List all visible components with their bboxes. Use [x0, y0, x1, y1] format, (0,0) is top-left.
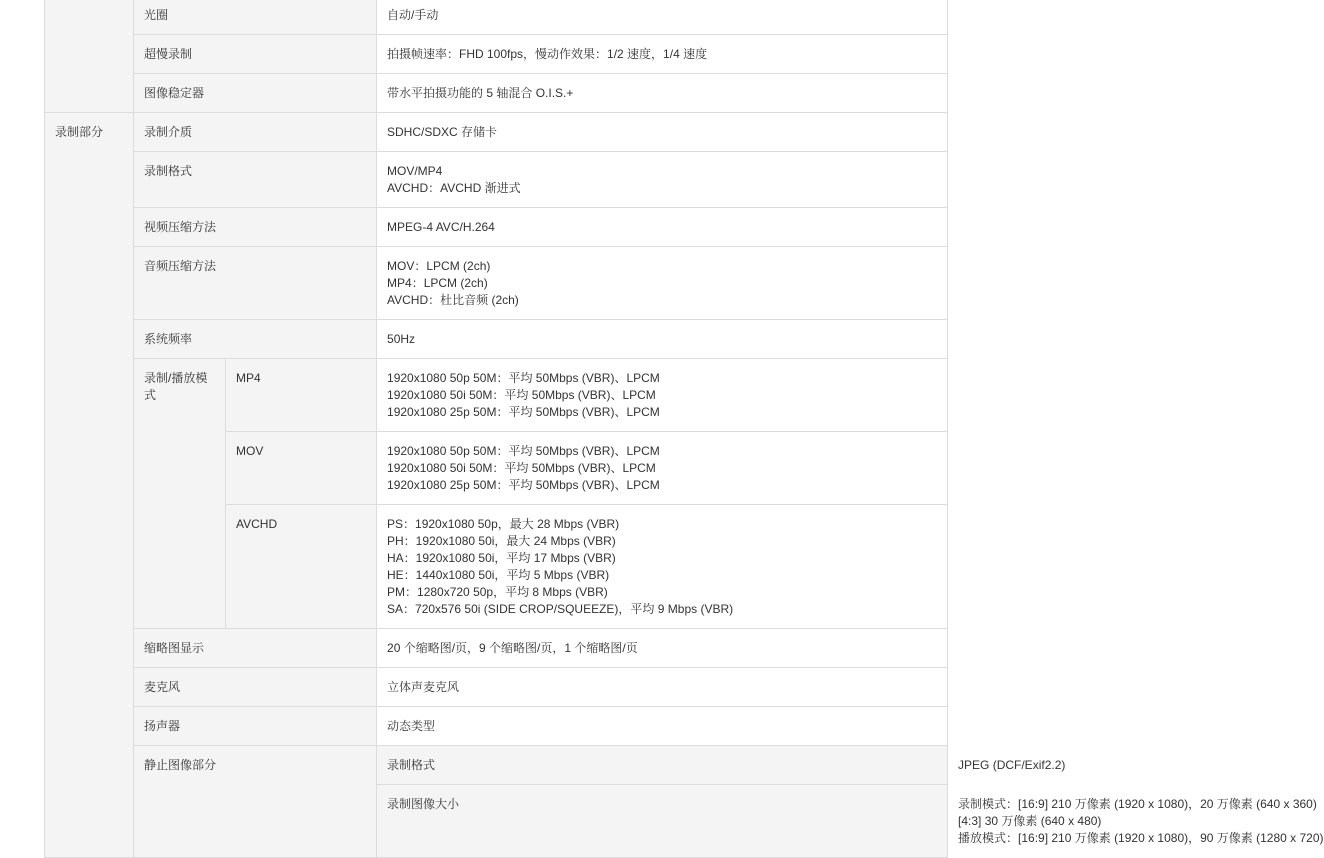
spec-row: [45, 113, 948, 152]
spec-label: 超慢录制: [134, 35, 377, 74]
spec-value: [377, 505, 948, 629]
spec-value: [377, 247, 948, 320]
spec-value: [377, 359, 948, 432]
spec-row: [45, 35, 948, 74]
previous-group-cell: [45, 0, 134, 113]
spec-label: 图像稳定器: [134, 74, 377, 113]
section-title-still: 静止图像部分: [134, 746, 377, 858]
value-line: 动态类型: [387, 719, 436, 733]
mode-name: MOV: [226, 432, 377, 505]
spec-row: [45, 320, 948, 359]
spec-label: 音频压缩方法: [134, 247, 377, 320]
value-line: SDHC/SDXC 存储卡: [387, 125, 498, 139]
value-line: HE：1440x1080 50i，平均 5 Mbps (VBR): [387, 568, 610, 582]
value-line: MP4：LPCM (2ch): [387, 276, 488, 290]
spec-row: [45, 707, 948, 746]
value-line: 1920x1080 25p 50M：平均 50Mbps (VBR)、LPCM: [387, 478, 660, 492]
spec-row: 录制图像大小 录制模式：[16:9] 210 万像素 (1920 x 1080)，20 万像素 (640 x 360) [4:3] 30 万像素 (640 x 480) 播放模式：[16:9] 210 万像素 (1920 x 1080)，90 万像素 (1280 x 720): [45, 785, 948, 858]
spec-label: 录制介质: [134, 113, 377, 152]
value-line: 20 个缩略图/页，9 个缩略图/页，1 个缩略图/页: [387, 641, 638, 655]
spec-row: [45, 668, 948, 707]
section-title-recording: 录制部分: [45, 113, 134, 858]
value-line: MOV/MP4: [387, 164, 443, 178]
spec-value: [377, 152, 948, 208]
value-line: HA：1920x1080 50i，平均 17 Mbps (VBR): [387, 551, 616, 565]
spec-label: 缩略图显示: [134, 629, 377, 668]
spec-label: 视频压缩方法: [134, 208, 377, 247]
spec-row: [45, 629, 948, 668]
mode-name: MP4: [226, 359, 377, 432]
spec-row: [45, 247, 948, 320]
spec-row: [45, 208, 948, 247]
spec-label: 录制图像大小: [377, 785, 948, 858]
value-line: PM：1280x720 50p，平均 8 Mbps (VBR): [387, 585, 608, 599]
value-line: 50Hz: [387, 332, 416, 346]
spec-label: 录制格式: [134, 152, 377, 208]
spec-value: [377, 113, 948, 152]
spec-label: 录制格式: [377, 746, 948, 785]
spec-row: [45, 0, 948, 35]
spec-label: 光圈: [134, 0, 377, 35]
spec-value: [377, 432, 948, 505]
value-line: 1920x1080 50i 50M：平均 50Mbps (VBR)、LPCM: [387, 388, 656, 402]
spec-value: [377, 74, 948, 113]
spec-row: 静止图像部分 录制格式 JPEG (DCF/Exif2.2): [45, 746, 948, 785]
value-line: MPEG-4 AVC/H.264: [387, 220, 495, 234]
value-line: 自动/手动: [387, 8, 439, 22]
spec-value: [377, 35, 948, 74]
value-line: AVCHD：AVCHD 渐进式: [387, 181, 521, 195]
value-line: 立体声麦克风: [387, 680, 460, 694]
value-line: AVCHD：杜比音频 (2ch): [387, 293, 519, 307]
value-line: 1920x1080 50i 50M：平均 50Mbps (VBR)、LPCM: [387, 461, 656, 475]
value-line: SA：720x576 50i (SIDE CROP/SQUEEZE)，平均 9 Mbps (VBR): [387, 602, 734, 616]
spec-row: [45, 74, 948, 113]
mode-name: AVCHD: [226, 505, 377, 629]
spec-row: [45, 359, 948, 432]
value-line: 1920x1080 50p 50M：平均 50Mbps (VBR)、LPCM: [387, 444, 660, 458]
value-line: MOV：LPCM (2ch): [387, 259, 491, 273]
value-line: 1920x1080 50p 50M：平均 50Mbps (VBR)、LPCM: [387, 371, 660, 385]
spec-row: [45, 152, 948, 208]
spec-label: 系统频率: [134, 320, 377, 359]
value-line: PS：1920x1080 50p，最大 28 Mbps (VBR): [387, 517, 620, 531]
spec-label: 录制/播放模式: [134, 359, 226, 629]
spec-value: [377, 208, 948, 247]
spec-value: [377, 707, 948, 746]
value-line: 带水平拍摄功能的 5 轴混合 O.I.S.+: [387, 86, 574, 100]
spec-label: 麦克风: [134, 668, 377, 707]
spec-table-container: [44, 0, 1324, 858]
spec-value: [377, 0, 948, 35]
value-line: PH：1920x1080 50i，最大 24 Mbps (VBR): [387, 534, 616, 548]
spec-value: [377, 629, 948, 668]
spec-value: [377, 320, 948, 359]
spec-value: [377, 668, 948, 707]
spec-label: 扬声器: [134, 707, 377, 746]
value-line: 1920x1080 25p 50M：平均 50Mbps (VBR)、LPCM: [387, 405, 660, 419]
value-line: 拍摄帧速率：FHD 100fps，慢动作效果：1/2 速度，1/4 速度: [387, 47, 708, 61]
spec-table: [44, 0, 1324, 858]
